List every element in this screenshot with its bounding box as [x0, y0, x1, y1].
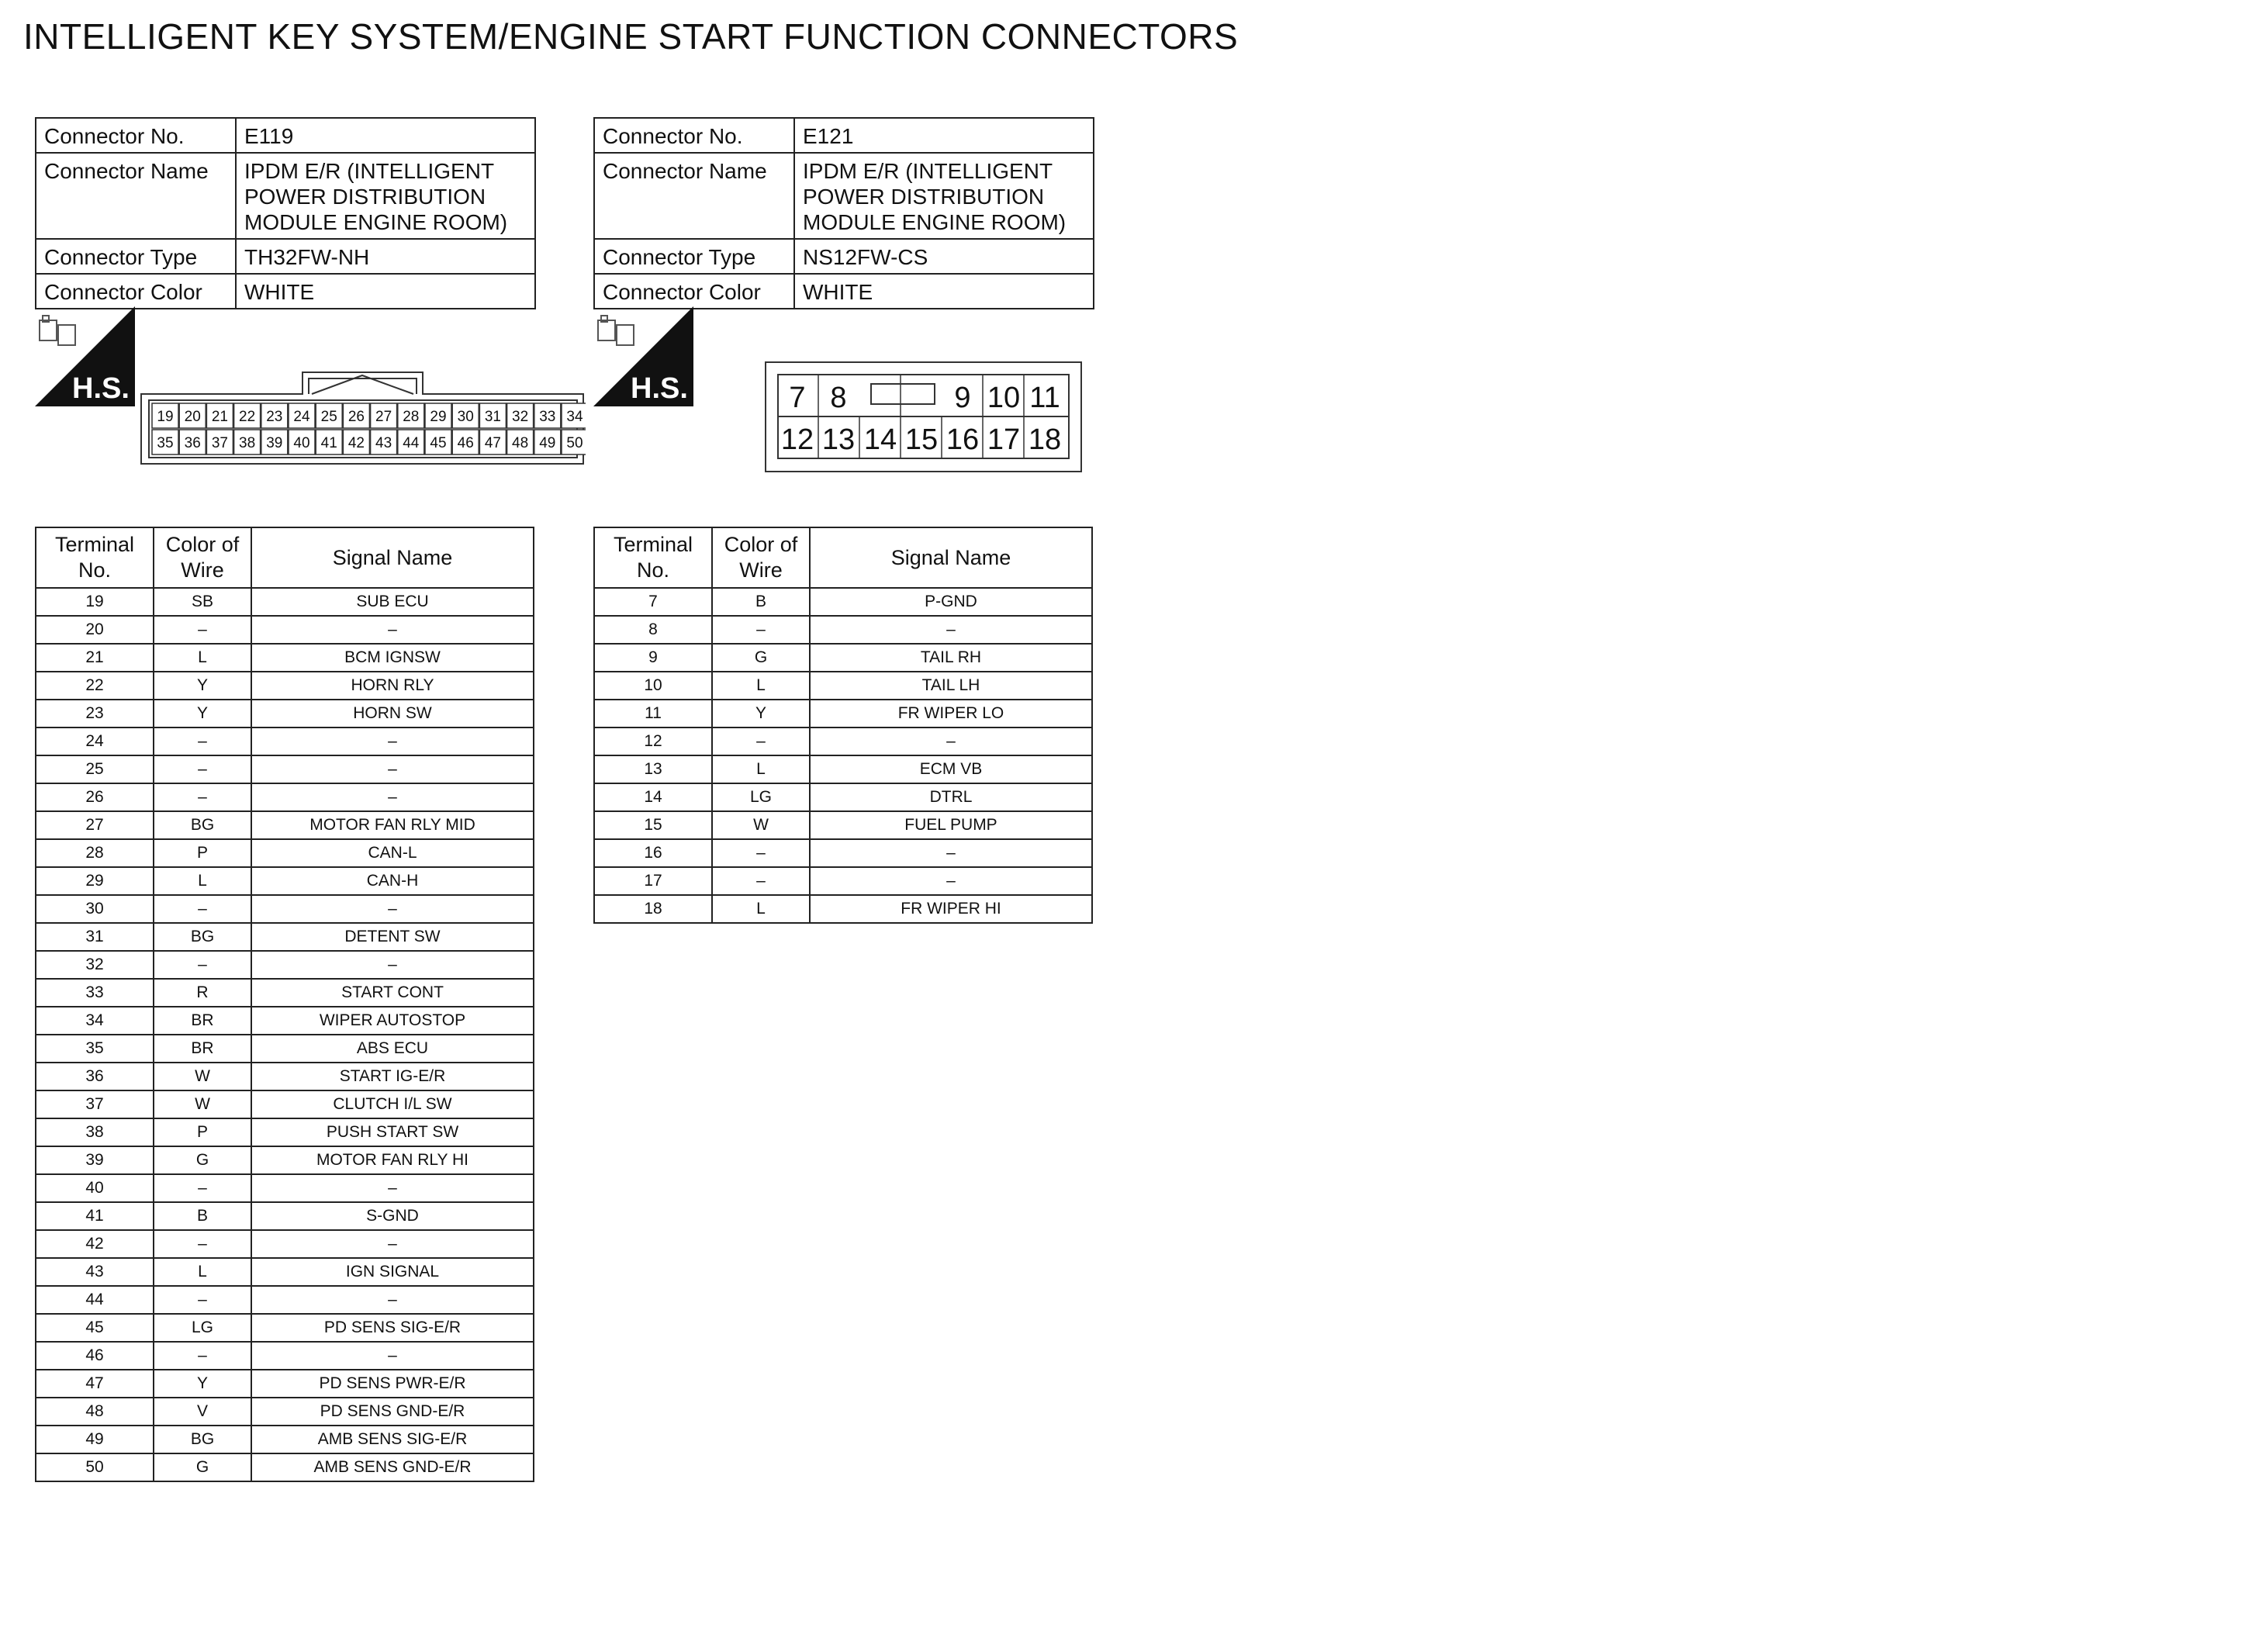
wire-color-cell: L	[154, 867, 251, 895]
signal-name-cell: PD SENS SIG-E/R	[251, 1314, 534, 1342]
wire-color-cell: Y	[154, 1370, 251, 1398]
terminal-no-cell: 23	[36, 700, 154, 728]
pin-label: 22	[239, 409, 256, 425]
connector-face-e121	[764, 361, 1084, 473]
pin-label: 8	[830, 382, 847, 414]
label-connector-no: Connector No.	[594, 118, 794, 153]
signal-name-cell: ECM VB	[810, 755, 1092, 783]
terminal-no-cell: 28	[36, 839, 154, 867]
table-row	[36, 979, 534, 1007]
table-row	[36, 1063, 534, 1090]
name-line: MODULE ENGINE ROOM)	[803, 210, 1067, 234]
label-connector-color: Connector Color	[36, 274, 236, 309]
signal-name-cell: –	[251, 1342, 534, 1370]
pin-label: 45	[430, 435, 447, 451]
signal-name-cell: –	[251, 1286, 534, 1314]
signal-name-cell: IGN SIGNAL	[251, 1258, 534, 1286]
terminal-no-cell: 15	[594, 811, 712, 839]
signal-name-cell: –	[810, 728, 1092, 755]
pin-label: 48	[512, 435, 529, 451]
table-row	[36, 644, 534, 672]
table-row	[36, 1202, 534, 1230]
table-row	[36, 1007, 534, 1035]
header-color-of-wire: Color of Wire	[154, 527, 251, 588]
signal-name-cell: DTRL	[810, 783, 1092, 811]
pin-label: 19	[157, 409, 174, 425]
page-title: INTELLIGENT KEY SYSTEM/ENGINE START FUNCTION CONNECTORS	[23, 16, 1239, 57]
signal-name-cell: SUB ECU	[251, 588, 534, 616]
hs-label: H.S.	[631, 372, 688, 405]
terminal-no-cell: 16	[594, 839, 712, 867]
table-row	[36, 1258, 534, 1286]
connector-info-e119	[35, 117, 536, 309]
wire-color-cell: SB	[154, 588, 251, 616]
wire-color-cell: –	[154, 1230, 251, 1258]
pin-label: 34	[566, 409, 583, 425]
label-connector-type: Connector Type	[594, 239, 794, 274]
value-connector-name	[794, 153, 1094, 239]
wire-color-cell: Y	[154, 672, 251, 700]
pin-label: 44	[403, 435, 420, 451]
pin-label: 38	[239, 435, 256, 451]
table-row	[36, 588, 534, 616]
header-terminal-no: Terminal No.	[36, 527, 154, 588]
pin-label: 33	[539, 409, 556, 425]
table-row	[594, 616, 1092, 644]
table-row	[36, 672, 534, 700]
pin-label: 27	[375, 409, 392, 425]
wire-color-cell: –	[712, 728, 810, 755]
pin-label: 15	[904, 423, 939, 456]
table-row	[36, 811, 534, 839]
signal-name-cell: FR WIPER HI	[810, 895, 1092, 923]
wire-color-cell: G	[712, 644, 810, 672]
terminal-no-cell: 11	[594, 700, 712, 728]
pin-label: 26	[347, 409, 365, 425]
connector-glyph	[598, 320, 615, 340]
signal-name-cell: START IG-E/R	[251, 1063, 534, 1090]
pin-label: 9	[954, 382, 971, 414]
signal-name-cell: DETENT SW	[251, 923, 534, 951]
pin-label: 18	[1028, 423, 1062, 456]
terminal-no-cell: 37	[36, 1090, 154, 1118]
pin-label: 49	[539, 435, 556, 451]
header-color-of-wire: Color of Wire	[712, 527, 810, 588]
table-row	[36, 867, 534, 895]
pin-label: 10	[987, 382, 1021, 414]
signal-name-cell: –	[251, 783, 534, 811]
signal-name-cell: –	[810, 867, 1092, 895]
wire-color-cell: P	[154, 1118, 251, 1146]
terminal-no-cell: 29	[36, 867, 154, 895]
signal-name-cell: HORN SW	[251, 700, 534, 728]
table-row	[594, 895, 1092, 923]
table-row	[36, 1146, 534, 1174]
name-line: POWER DISTRIBUTION	[803, 185, 1045, 209]
signal-name-cell: –	[251, 755, 534, 783]
terminal-no-cell: 7	[594, 588, 712, 616]
terminal-table-e119	[35, 527, 534, 1482]
signal-name-cell: AMB SENS GND-E/R	[251, 1453, 534, 1481]
pin-label: 30	[457, 409, 474, 425]
pin-label: 24	[293, 409, 310, 425]
wire-color-cell: BR	[154, 1035, 251, 1063]
wire-color-cell: G	[154, 1453, 251, 1481]
terminal-no-cell: 8	[594, 616, 712, 644]
terminal-no-cell: 36	[36, 1063, 154, 1090]
terminal-no-cell: 22	[36, 672, 154, 700]
signal-name-cell: –	[251, 616, 534, 644]
table-row	[36, 1398, 534, 1426]
wire-color-cell: –	[154, 783, 251, 811]
pin-label: 16	[946, 423, 980, 456]
wire-color-cell: –	[154, 755, 251, 783]
terminal-no-cell: 17	[594, 867, 712, 895]
header-signal-name: Signal Name	[251, 527, 534, 588]
pin-label: 17	[987, 423, 1021, 456]
wire-color-cell: V	[154, 1398, 251, 1426]
signal-name-cell: MOTOR FAN RLY MID	[251, 811, 534, 839]
table-row	[594, 644, 1092, 672]
signal-name-cell: –	[810, 839, 1092, 867]
terminal-no-cell: 32	[36, 951, 154, 979]
pin-label: 29	[430, 409, 447, 425]
signal-name-cell: –	[251, 895, 534, 923]
pin-label: 39	[266, 435, 283, 451]
table-row	[36, 923, 534, 951]
terminal-no-cell: 46	[36, 1342, 154, 1370]
table-row	[594, 839, 1092, 867]
signal-name-cell: S-GND	[251, 1202, 534, 1230]
wire-color-cell: B	[154, 1202, 251, 1230]
wire-color-cell: LG	[712, 783, 810, 811]
wire-color-cell: –	[712, 616, 810, 644]
wire-color-cell: –	[154, 951, 251, 979]
terminal-no-cell: 45	[36, 1314, 154, 1342]
signal-name-cell: MOTOR FAN RLY HI	[251, 1146, 534, 1174]
signal-name-cell: BCM IGNSW	[251, 644, 534, 672]
wire-color-cell: –	[154, 1174, 251, 1202]
table-row	[36, 783, 534, 811]
wire-color-cell: P	[154, 839, 251, 867]
table-row	[36, 1118, 534, 1146]
hs-label: H.S.	[72, 372, 130, 405]
table-row	[36, 1426, 534, 1453]
signal-name-cell: START CONT	[251, 979, 534, 1007]
wire-color-cell: BR	[154, 1007, 251, 1035]
table-row	[36, 1286, 534, 1314]
wire-color-cell: L	[712, 755, 810, 783]
table-row	[594, 700, 1092, 728]
table-row	[594, 672, 1092, 700]
wire-color-cell: W	[154, 1090, 251, 1118]
table-row	[36, 1174, 534, 1202]
table-row	[36, 1035, 534, 1063]
terminal-no-cell: 12	[594, 728, 712, 755]
wire-color-cell: Y	[154, 700, 251, 728]
terminal-no-cell: 41	[36, 1202, 154, 1230]
signal-name-cell: PD SENS GND-E/R	[251, 1398, 534, 1426]
pin-label: 41	[320, 435, 337, 451]
pin-label: 25	[320, 409, 337, 425]
terminal-no-cell: 47	[36, 1370, 154, 1398]
table-row	[594, 755, 1092, 783]
terminal-no-cell: 48	[36, 1398, 154, 1426]
table-row	[36, 1090, 534, 1118]
terminal-no-cell: 34	[36, 1007, 154, 1035]
wire-color-cell: –	[154, 1342, 251, 1370]
signal-name-cell: TAIL RH	[810, 644, 1092, 672]
table-row	[36, 839, 534, 867]
wire-color-cell: L	[712, 672, 810, 700]
table-row	[36, 1230, 534, 1258]
terminal-no-cell: 42	[36, 1230, 154, 1258]
table-row	[36, 755, 534, 783]
harness-side-icon	[593, 306, 693, 406]
pin-label: 28	[403, 409, 420, 425]
terminal-no-cell: 10	[594, 672, 712, 700]
wire-color-cell: B	[712, 588, 810, 616]
pin-label: 37	[211, 435, 228, 451]
label-connector-no: Connector No.	[36, 118, 236, 153]
signal-name-cell: P-GND	[810, 588, 1092, 616]
wire-color-cell: W	[154, 1063, 251, 1090]
wire-color-cell: LG	[154, 1314, 251, 1342]
connector-key	[871, 384, 935, 404]
pin-label: 43	[375, 435, 392, 451]
table-row	[594, 588, 1092, 616]
wire-color-cell: L	[154, 1258, 251, 1286]
signal-name-cell: CLUTCH I/L SW	[251, 1090, 534, 1118]
connector-info-e121	[593, 117, 1094, 309]
connector-face-e119	[140, 365, 586, 465]
table-row	[594, 783, 1092, 811]
wire-color-cell: L	[154, 644, 251, 672]
wire-color-cell: W	[712, 811, 810, 839]
header-terminal-no: Terminal No.	[594, 527, 712, 588]
value-connector-type: NS12FW-CS	[794, 239, 1094, 274]
value-connector-type: TH32FW-NH	[236, 239, 535, 274]
terminal-no-cell: 44	[36, 1286, 154, 1314]
wire-color-cell: BG	[154, 1426, 251, 1453]
signal-name-cell: CAN-L	[251, 839, 534, 867]
terminal-no-cell: 13	[594, 755, 712, 783]
terminal-no-cell: 19	[36, 588, 154, 616]
terminal-no-cell: 38	[36, 1118, 154, 1146]
pin-label: 20	[184, 409, 201, 425]
signal-name-cell: TAIL LH	[810, 672, 1092, 700]
pin-label: 36	[184, 435, 201, 451]
terminal-no-cell: 14	[594, 783, 712, 811]
name-line: IPDM E/R (INTELLIGENT	[244, 159, 495, 183]
wire-color-cell: L	[712, 895, 810, 923]
signal-name-cell: ABS ECU	[251, 1035, 534, 1063]
wire-color-cell: –	[154, 616, 251, 644]
terminal-no-cell: 25	[36, 755, 154, 783]
value-connector-no: E121	[794, 118, 1094, 153]
harness-side-icon	[35, 306, 135, 406]
signal-name-cell: HORN RLY	[251, 672, 534, 700]
pin-label: 32	[512, 409, 529, 425]
terminal-no-cell: 18	[594, 895, 712, 923]
signal-name-cell: –	[251, 1230, 534, 1258]
terminal-no-cell: 50	[36, 1453, 154, 1481]
value-connector-color: WHITE	[236, 274, 535, 309]
pin-label: 7	[789, 382, 806, 414]
terminal-no-cell: 24	[36, 728, 154, 755]
signal-name-cell: FR WIPER LO	[810, 700, 1092, 728]
table-row	[36, 1453, 534, 1481]
terminal-no-cell: 30	[36, 895, 154, 923]
pin-label: 14	[863, 423, 897, 456]
terminal-no-cell: 31	[36, 923, 154, 951]
name-line: IPDM E/R (INTELLIGENT	[803, 159, 1053, 183]
signal-name-cell: –	[251, 1174, 534, 1202]
wire-color-cell: G	[154, 1146, 251, 1174]
pin-label: 23	[266, 409, 283, 425]
name-line: POWER DISTRIBUTION	[244, 185, 486, 209]
terminal-no-cell: 33	[36, 979, 154, 1007]
table-row	[36, 895, 534, 923]
pin-label: 46	[457, 435, 474, 451]
label-connector-color: Connector Color	[594, 274, 794, 309]
pin-label: 21	[211, 409, 228, 425]
table-row	[36, 951, 534, 979]
table-row	[36, 700, 534, 728]
label-connector-name: Connector Name	[36, 153, 236, 239]
header-signal-name: Signal Name	[810, 527, 1092, 588]
pin-label: 13	[821, 423, 856, 456]
wire-color-cell: BG	[154, 923, 251, 951]
connector-glyph	[58, 325, 75, 345]
terminal-no-cell: 20	[36, 616, 154, 644]
terminal-no-cell: 40	[36, 1174, 154, 1202]
signal-name-cell: –	[810, 616, 1092, 644]
pin-label: 11	[1029, 382, 1060, 414]
table-row	[594, 867, 1092, 895]
signal-name-cell: –	[251, 951, 534, 979]
label-connector-type: Connector Type	[36, 239, 236, 274]
wire-color-cell: –	[712, 839, 810, 867]
terminal-no-cell: 35	[36, 1035, 154, 1063]
wire-color-cell: –	[154, 728, 251, 755]
terminal-no-cell: 27	[36, 811, 154, 839]
value-connector-color: WHITE	[794, 274, 1094, 309]
terminal-no-cell: 43	[36, 1258, 154, 1286]
wire-color-cell: –	[154, 895, 251, 923]
pin-label: 47	[484, 435, 501, 451]
signal-name-cell: PUSH START SW	[251, 1118, 534, 1146]
connector-glyph	[40, 320, 57, 340]
signal-name-cell: FUEL PUMP	[810, 811, 1092, 839]
signal-name-cell: CAN-H	[251, 867, 534, 895]
wire-color-cell: –	[712, 867, 810, 895]
value-connector-name	[236, 153, 535, 239]
signal-name-cell: –	[251, 728, 534, 755]
pin-label: 42	[347, 435, 365, 451]
pin-label: 35	[157, 435, 174, 451]
terminal-no-cell: 39	[36, 1146, 154, 1174]
wire-color-cell: BG	[154, 811, 251, 839]
table-row	[36, 1342, 534, 1370]
terminal-table-e121	[593, 527, 1093, 924]
pin-label: 31	[484, 409, 501, 425]
terminal-no-cell: 9	[594, 644, 712, 672]
signal-name-cell: WIPER AUTOSTOP	[251, 1007, 534, 1035]
wire-color-cell: Y	[712, 700, 810, 728]
wire-color-cell: –	[154, 1286, 251, 1314]
pin-label: 50	[566, 435, 583, 451]
table-row	[594, 811, 1092, 839]
pin-label: 12	[780, 423, 814, 456]
terminal-no-cell: 26	[36, 783, 154, 811]
table-row	[36, 616, 534, 644]
name-line: MODULE ENGINE ROOM)	[244, 210, 508, 234]
connector-glyph	[617, 325, 634, 345]
terminal-no-cell: 21	[36, 644, 154, 672]
terminal-no-cell: 49	[36, 1426, 154, 1453]
table-row	[36, 728, 534, 755]
pin-label: 40	[293, 435, 310, 451]
signal-name-cell: AMB SENS SIG-E/R	[251, 1426, 534, 1453]
signal-name-cell: PD SENS PWR-E/R	[251, 1370, 534, 1398]
table-row	[36, 1314, 534, 1342]
label-connector-name: Connector Name	[594, 153, 794, 239]
table-row	[36, 1370, 534, 1398]
wire-color-cell: R	[154, 979, 251, 1007]
value-connector-no: E119	[236, 118, 535, 153]
table-row	[594, 728, 1092, 755]
